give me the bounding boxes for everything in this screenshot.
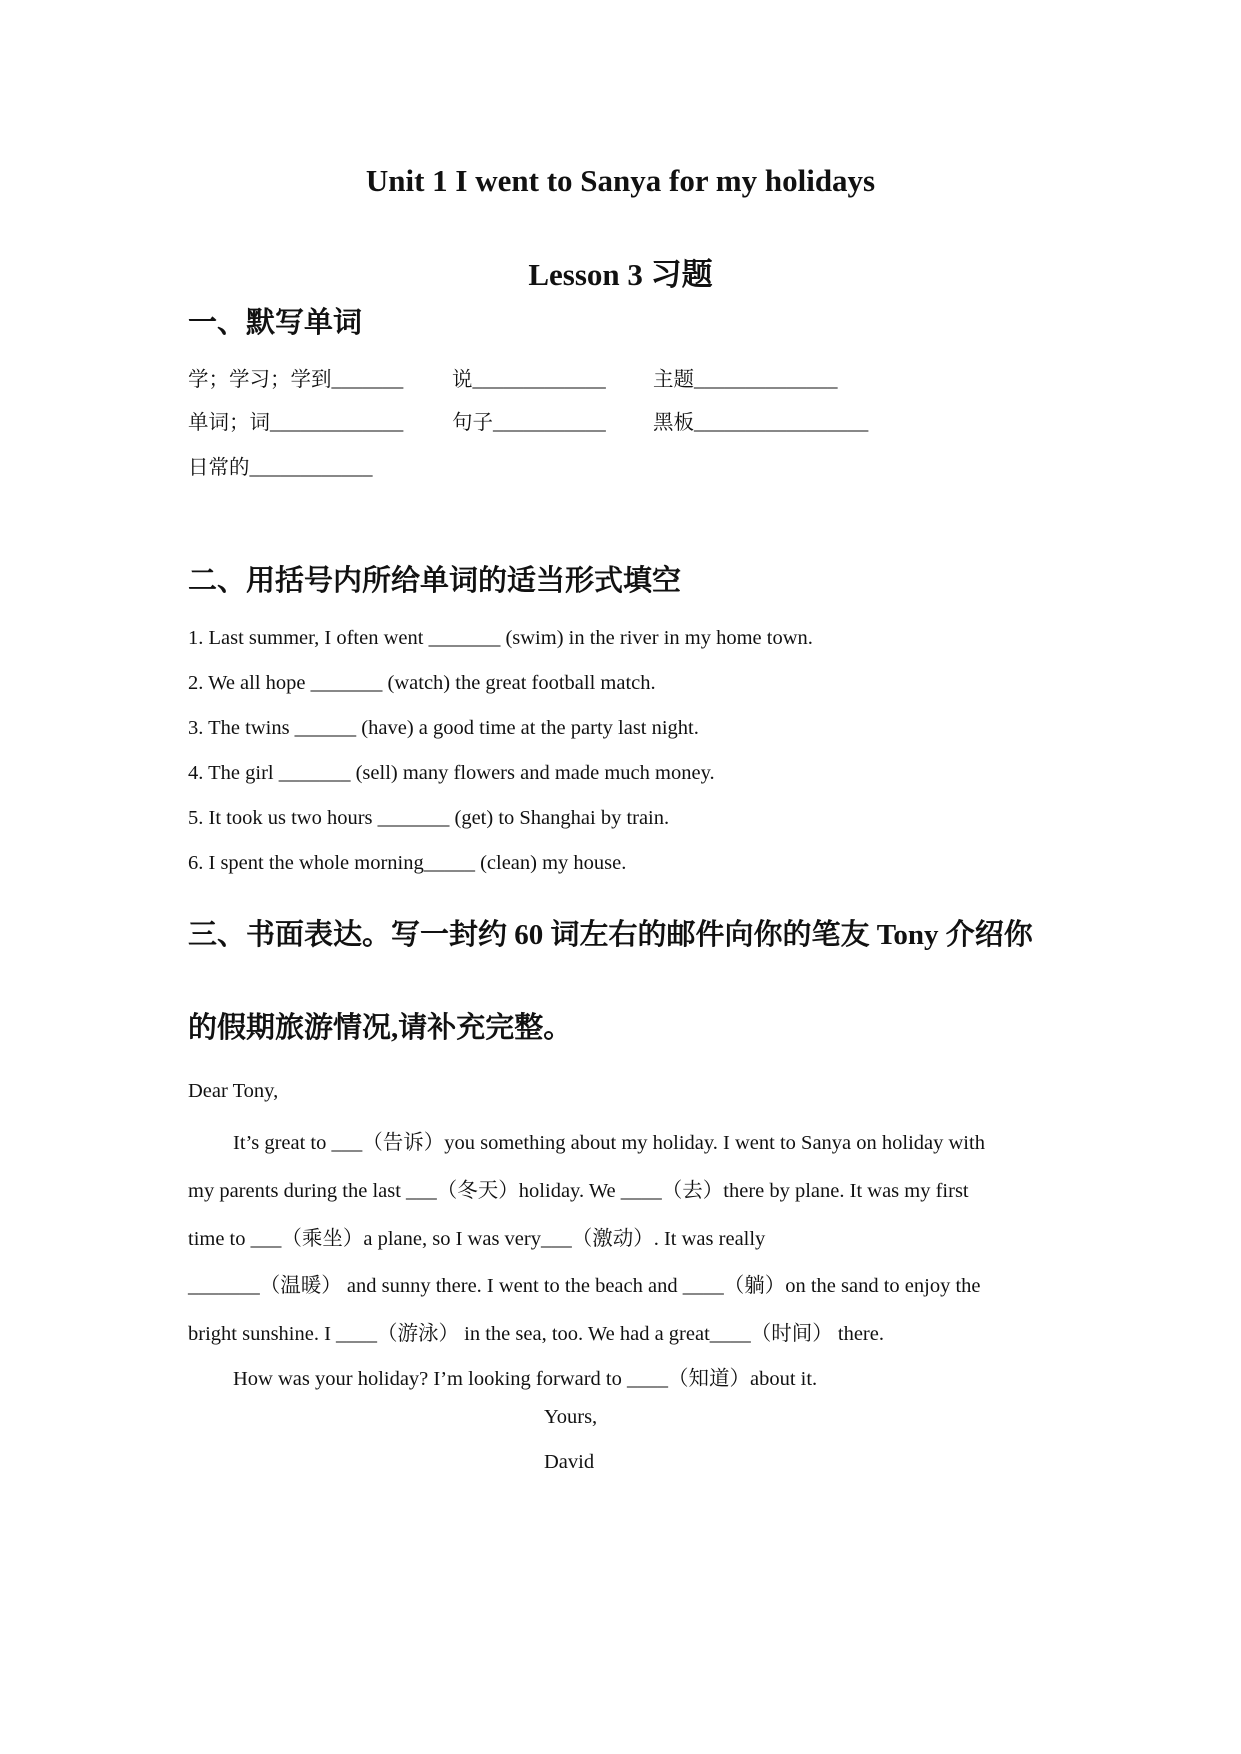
vocab-item [188, 450, 373, 480]
vocab-item [452, 362, 606, 392]
vocab-blank[interactable]: ______________ [694, 369, 838, 391]
page-subtitle: Lesson 3 习题 [528, 257, 713, 292]
exercise-item: 6. I spent the whole morning_____ (clean) my house. [188, 852, 627, 874]
exercise-item: 1. Last summer, I often went _______ (swim) in the river in my home town. [188, 627, 813, 649]
letter-greeting: Dear Tony, [188, 1080, 279, 1102]
vocab-item [653, 405, 868, 435]
vocab-item [653, 362, 838, 392]
page-title: Unit 1 I went to Sanya for my holidays [365, 163, 876, 198]
vocab-label: 句子 [452, 412, 493, 434]
letter-line: time to ___（乘坐）a plane, so I was very___（激动）. It was really [188, 1228, 766, 1250]
vocab-label: 主题 [653, 369, 694, 391]
vocab-blank[interactable]: _________________ [694, 412, 869, 434]
vocab-item [188, 362, 403, 392]
vocab-label: 说 [452, 369, 473, 391]
vocab-blank[interactable]: ___________ [493, 412, 606, 434]
section3-heading-line1: 三、书面表达。写一封约 60 词左右的邮件向你的笔友 Tony 介绍你 [188, 919, 1033, 951]
exercise-item: 3. The twins ______ (have) a good time at the party last night. [188, 717, 699, 739]
exercise-item: 4. The girl _______ (sell) many flowers and made much money. [188, 762, 715, 784]
letter-line: bright sunshine. I ____（游泳） in the sea, too. We had a great____（时间） there. [188, 1323, 884, 1345]
vocab-label: 黑板 [653, 412, 694, 434]
letter-line: my parents during the last ___（冬天）holiday. We ____（去）there by plane. It was my first [188, 1180, 969, 1202]
section2-heading: 二、用括号内所给单词的适当形式填空 [188, 565, 682, 597]
vocab-blank[interactable]: _______ [331, 369, 404, 391]
vocab-blank[interactable]: ____________ [249, 457, 373, 479]
letter-signature: David [544, 1451, 595, 1473]
vocab-label: 日常的 [188, 457, 250, 479]
letter-line: It’s great to ___（告诉）you something about my holiday. I went to Sanya on holiday with [233, 1132, 985, 1154]
vocab-item [452, 405, 606, 435]
vocab-blank[interactable]: _____________ [472, 369, 606, 391]
section3-heading-line2: 的假期旅游情况,请补充完整。 [188, 1012, 573, 1044]
vocab-blank[interactable]: _____________ [270, 412, 404, 434]
exercise-item: 5. It took us two hours _______ (get) to Shanghai by train. [188, 807, 670, 829]
section1-heading: 一、默写单词 [188, 307, 363, 339]
exercise-item: 2. We all hope _______ (watch) the great football match. [188, 672, 656, 694]
vocab-item [188, 405, 403, 435]
letter-line: How was your holiday? I’m looking forward to ____（知道）about it. [233, 1368, 818, 1390]
vocab-label: 单词；词 [188, 412, 270, 434]
vocab-label: 学；学习；学到 [188, 369, 332, 391]
letter-line: _______（温暖） and sunny there. I went to the beach and ____（躺）on the sand to enjoy the [188, 1275, 981, 1297]
letter-closing: Yours, [544, 1406, 598, 1428]
